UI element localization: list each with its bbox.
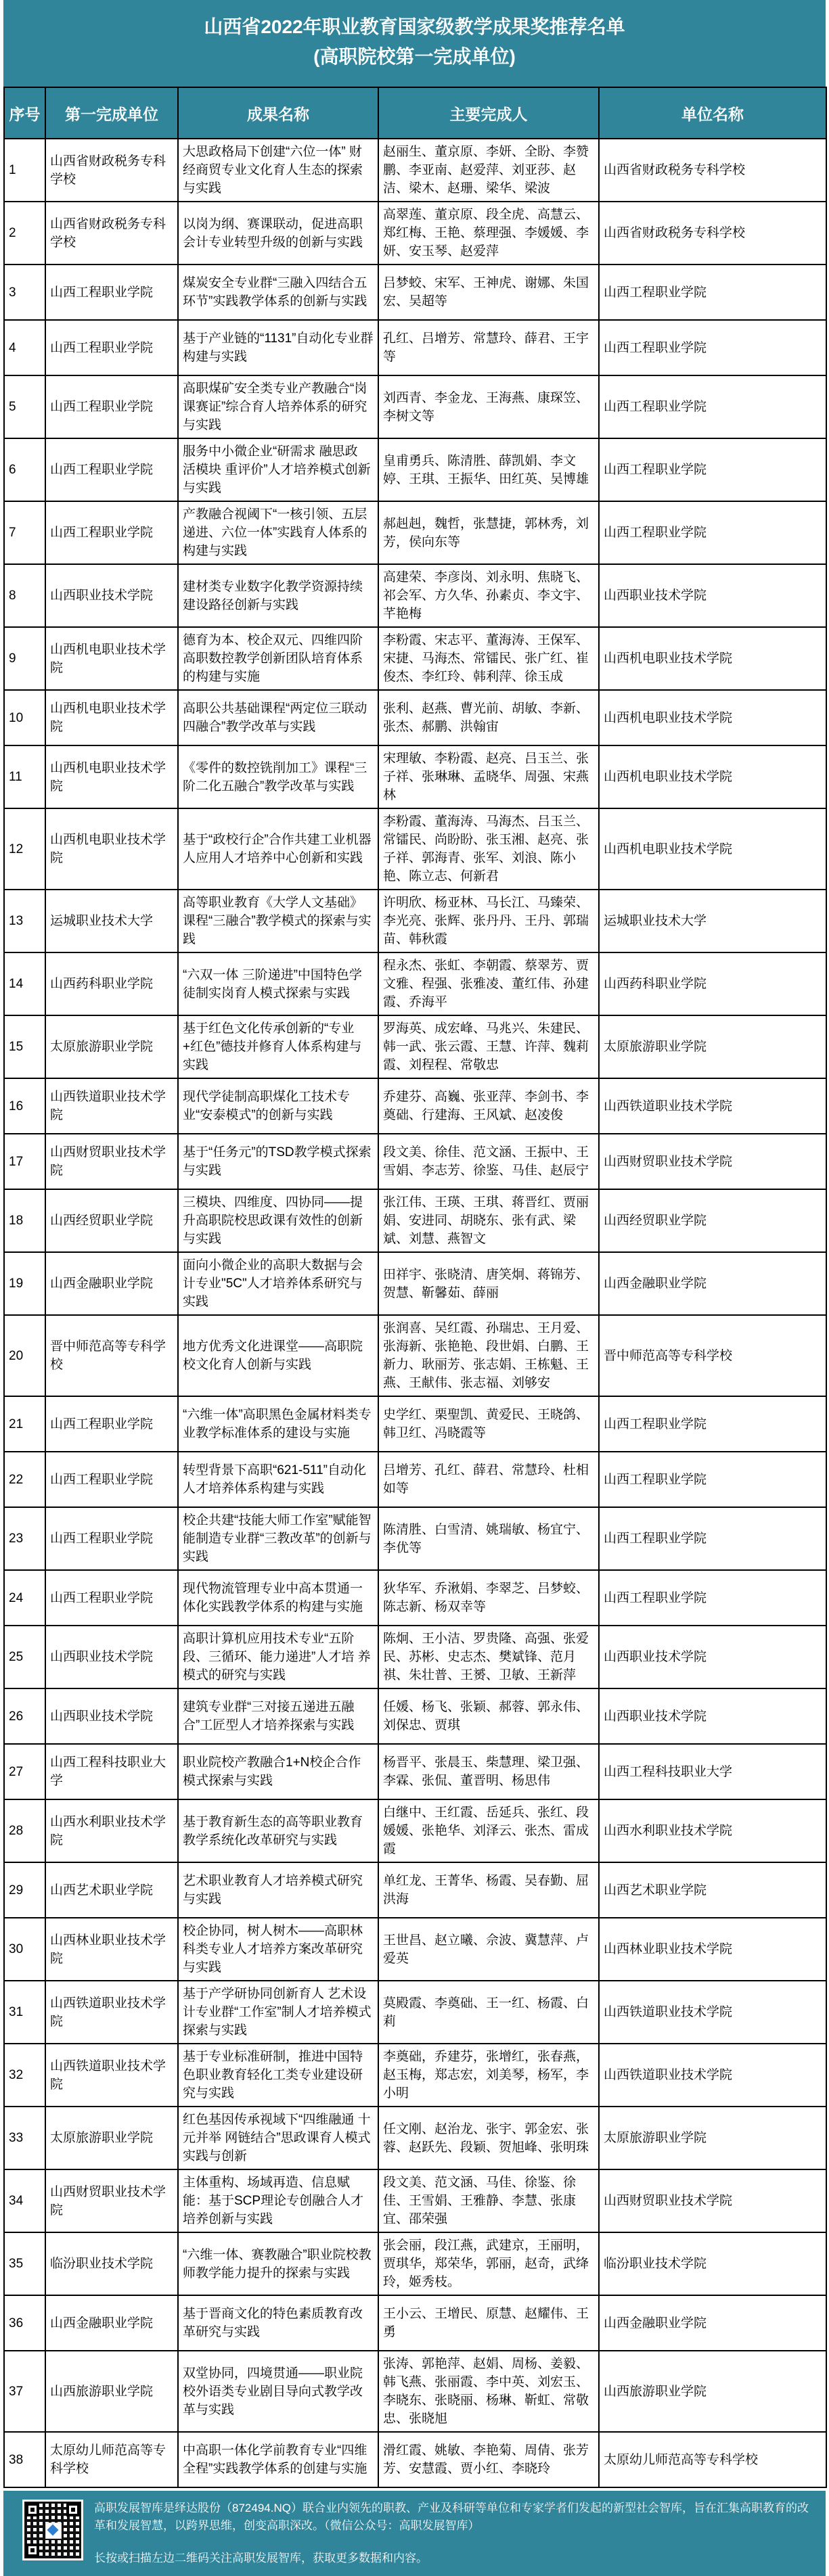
- cell-main-people: 狄华军、乔湫娟、李翠芝、吕梦蛟、陈志新、杨双幸等: [378, 1570, 599, 1626]
- cell-org-name: 山西金融职业学院: [599, 2295, 826, 2351]
- cell-main-people: 莫殿霞、李奠础、王一红、杨霞、白莉: [378, 1981, 599, 2044]
- table-row: [4, 375, 826, 438]
- header-main-people: 主要完成人: [378, 87, 599, 139]
- cell-first-unit: 山西工程职业学院: [45, 1570, 178, 1626]
- table-row: [4, 745, 826, 808]
- cell-index: 21: [4, 1396, 45, 1452]
- table-row: [4, 1688, 826, 1744]
- table-row: [4, 320, 826, 375]
- cell-main-people: 史学红、栗聖凯、黄爱民、王晓鸽、韩卫红、冯晓霞等: [378, 1396, 599, 1452]
- cell-main-people: 赵丽生、董京原、李妍、全盼、李赞鹏、李亚南、赵爱萍、刘亚莎、赵洁、梁木、赵珊、梁华、梁波: [378, 139, 599, 202]
- cell-main-people: 任文刚、赵治龙、张宇、郭金宏、张蓉、赵跃先、段颖、贺旭峰、张明珠: [378, 2107, 599, 2169]
- cell-result-name: 基于红色文化传承创新的“专业+红色”德技并修育人体系构建与实践: [178, 1015, 378, 1078]
- cell-result-name: 转型背景下高职“621-511”自动化人才培养体系构建与实践: [178, 1452, 378, 1507]
- table-row: [4, 1452, 826, 1507]
- cell-result-name: 高职煤矿安全类专业产教融合“岗课赛证”综合育人培养体系的研究与实践: [178, 375, 378, 438]
- cell-index: 22: [4, 1452, 45, 1507]
- cell-first-unit: 山西铁道职业技术学院: [45, 1981, 178, 2044]
- cell-result-name: 主体重构、场域再造、信息赋能：基于SCP理论专创融合人才培养创新与实践: [178, 2169, 378, 2232]
- cell-first-unit: 山西工程科技职业大学: [45, 1744, 178, 1799]
- cell-index: 10: [4, 690, 45, 745]
- cell-main-people: 高建荣、李彦岗、刘永明、焦晓飞、祁会军、方久华、孙素贞、李文宇、芊艳梅: [378, 564, 599, 627]
- cell-result-name: 建材类专业数字化教学资源持续建设路径创新与实践: [178, 564, 378, 627]
- table-row: [4, 202, 826, 264]
- cell-result-name: 高等职业教育《大学人文基础》课程“三融合”教学模式的探索与实践: [178, 890, 378, 952]
- cell-org-name: 太原旅游职业学院: [599, 2107, 826, 2169]
- cell-first-unit: 山西金融职业学院: [45, 1252, 178, 1315]
- header-index: 序号: [4, 87, 45, 139]
- table-row: [4, 1918, 826, 1981]
- cell-org-name: 山西财贸职业技术学院: [599, 2169, 826, 2232]
- cell-first-unit: 山西工程职业学院: [45, 1507, 178, 1570]
- table-row: [4, 1015, 826, 1078]
- cell-index: 4: [4, 320, 45, 375]
- cell-first-unit: 山西水利职业技术学院: [45, 1799, 178, 1862]
- page-title-line1: 山西省2022年职业教育国家级教学成果奖推荐名单: [204, 16, 625, 37]
- cell-index: 17: [4, 1134, 45, 1189]
- cell-index: 2: [4, 202, 45, 264]
- cell-org-name: 太原幼儿师范高等专科学校: [599, 2432, 826, 2487]
- qr-center-logo: [45, 2523, 62, 2539]
- cell-result-name: 基于产学研协同创新育人 艺术设计专业群“工作室”制人才培养模式探索与实践: [178, 1981, 378, 2044]
- table-row: [4, 1134, 826, 1189]
- cell-org-name: 山西铁道职业技术学院: [599, 1981, 826, 2044]
- cell-org-name: 山西省财政税务专科学校: [599, 202, 826, 264]
- cell-main-people: 许明欣、杨亚林、马长江、马臻荣、李光亮、张辉、张丹丹、王丹、郭瑞苗、韩秋霞: [378, 890, 599, 952]
- page-title-line2: (高职院校第一完成单位): [313, 46, 516, 67]
- cell-first-unit: 临汾职业技术学院: [45, 2232, 178, 2295]
- cell-first-unit: 山西经贸职业学院: [45, 1189, 178, 1252]
- table-row: [4, 2169, 826, 2232]
- cell-main-people: 杨晋平、张晨玉、柴慧理、梁卫强、李霖、张侃、董晋明、杨思伟: [378, 1744, 599, 1799]
- cell-result-name: “六双一体 三阶递进”中国特色学徒制实岗育人模式探索与实践: [178, 952, 378, 1015]
- footer-scan-hint: 长按或扫描左边二维码关注高职发展智库，获取更多数据和内容。: [94, 2552, 428, 2564]
- cell-org-name: 山西工程科技职业大学: [599, 1744, 826, 1799]
- table-header-row: [4, 87, 826, 139]
- cell-index: 28: [4, 1799, 45, 1862]
- table-row: [4, 627, 826, 690]
- cell-main-people: 张涛、郭艳萍、赵娟、周杨、姜毅、韩飞燕、张丽霞、李中英、刘宏玉、李晓东、张晓丽、杨琳、靳虹、常敬忠、张晓旭: [378, 2351, 599, 2432]
- cell-org-name: 山西旅游职业学院: [599, 2351, 826, 2432]
- cell-index: 11: [4, 745, 45, 808]
- cell-index: 30: [4, 1918, 45, 1981]
- cell-result-name: 基于晋商文化的特色素质教育改革研究与实践: [178, 2295, 378, 2351]
- report-title: [3, 0, 826, 87]
- cell-first-unit: 运城职业技术大学: [45, 890, 178, 952]
- cell-index: 5: [4, 375, 45, 438]
- cell-first-unit: 山西机电职业技术学院: [45, 808, 178, 890]
- cell-index: 31: [4, 1981, 45, 2044]
- cell-org-name: 山西工程职业学院: [599, 264, 826, 320]
- cell-main-people: 刘西青、李金龙、王海燕、康琛笠、李树文等: [378, 375, 599, 438]
- cell-index: 20: [4, 1315, 45, 1396]
- footer-text: [94, 2500, 817, 2567]
- cell-main-people: 罗海英、成宏峰、马兆兴、朱建民、韩一武、张云霞、王慧、许萍、魏莉霞、刘程程、常敬忠: [378, 1015, 599, 1078]
- header-result-name: 成果名称: [178, 87, 378, 139]
- cell-main-people: 皇甫勇兵、陈清胜、薛凯娟、李文婷、王琪、王振华、田红英、吴博雄: [378, 438, 599, 501]
- cell-index: 26: [4, 1688, 45, 1744]
- cell-index: 9: [4, 627, 45, 690]
- cell-org-name: 山西工程职业学院: [599, 501, 826, 564]
- cell-index: 25: [4, 1626, 45, 1688]
- cell-result-name: 煤炭安全专业群“三融入四结合五环节”实践教学体系的创新与实践: [178, 264, 378, 320]
- cell-main-people: 张润喜、吴红霞、孙瑞忠、王月爱、张海新、张艳艳、段世娟、白鹏、王新力、耿丽芳、张志娟、王栋魁、王燕、王献伟、张志福、刘够安: [378, 1315, 599, 1396]
- cell-result-name: “六维一体”高职黑色金属材料类专业教学标准体系的建设与实施: [178, 1396, 378, 1452]
- cell-org-name: 山西经贸职业学院: [599, 1189, 826, 1252]
- table-row: [4, 808, 826, 890]
- cell-result-name: 基于产业链的“1131”自动化专业群构建与实践: [178, 320, 378, 375]
- cell-result-name: 面向小微企业的高职大数据与会计专业"5C"人才培养体系研究与实践: [178, 1252, 378, 1315]
- cell-org-name: 山西工程职业学院: [599, 1570, 826, 1626]
- cell-org-name: 山西省财政税务专科学校: [599, 139, 826, 202]
- cell-index: 18: [4, 1189, 45, 1252]
- table-row: [4, 2295, 826, 2351]
- cell-index: 8: [4, 564, 45, 627]
- cell-first-unit: 山西机电职业技术学院: [45, 627, 178, 690]
- cell-result-name: 《零件的数控铣削加工》课程“三阶二化五融合”教学改革与实践: [178, 745, 378, 808]
- table-row: [4, 1189, 826, 1252]
- cell-index: 35: [4, 2232, 45, 2295]
- cell-main-people: 宋理敏、李粉霞、赵亮、吕玉兰、张子祥、张琳琳、孟晓华、周强、宋燕林: [378, 745, 599, 808]
- cell-result-name: 中高职一体化学前教育专业“四维全程”实践教学体系的创建与实施: [178, 2432, 378, 2487]
- cell-result-name: 高职公共基础课程“两定位三联动四融合”教学改革与实践: [178, 690, 378, 745]
- cell-first-unit: 山西财贸职业技术学院: [45, 1134, 178, 1189]
- cell-main-people: 白继中、王红霞、岳延兵、张红、段媛媛、张艳华、刘泽云、张杰、雷成霞: [378, 1799, 599, 1862]
- table-row: [4, 438, 826, 501]
- qr-position-marker: [26, 2503, 39, 2516]
- cell-result-name: 产教融合视阈下“一核引领、五层递进、六位一体”实践育人体系的构建与实践: [178, 501, 378, 564]
- cell-index: 23: [4, 1507, 45, 1570]
- table-row: [4, 2044, 826, 2107]
- cell-index: 36: [4, 2295, 45, 2351]
- cell-org-name: 山西工程职业学院: [599, 1396, 826, 1452]
- table-row: [4, 1862, 826, 1918]
- cell-first-unit: 太原旅游职业学院: [45, 1015, 178, 1078]
- cell-org-name: 山西金融职业学院: [599, 1252, 826, 1315]
- cell-org-name: 山西职业技术学院: [599, 1626, 826, 1688]
- cell-index: 19: [4, 1252, 45, 1315]
- cell-index: 29: [4, 1862, 45, 1918]
- footer-banner: [3, 2491, 826, 2576]
- cell-first-unit: 山西工程职业学院: [45, 438, 178, 501]
- table-row: [4, 2107, 826, 2169]
- cell-result-name: 大思政格局下创建“六位一体” 财经商贸专业文化育人生态的探索与实践: [178, 139, 378, 202]
- table-row: [4, 501, 826, 564]
- cell-result-name: 基于专业标准研制，推进中国特色职业教育轻化工类专业建设研究与实践: [178, 2044, 378, 2107]
- cell-first-unit: 山西工程职业学院: [45, 501, 178, 564]
- cell-index: 14: [4, 952, 45, 1015]
- cell-first-unit: 山西药科职业学院: [45, 952, 178, 1015]
- cell-main-people: 段文美、徐佳、范文涵、王振中、王雪娟、李志芳、徐鉴、马佳、赵辰宁: [378, 1134, 599, 1189]
- cell-org-name: 山西机电职业技术学院: [599, 690, 826, 745]
- cell-main-people: 任媛、杨飞、张颖、郝蓉、郭永伟、刘保忠、贾琪: [378, 1688, 599, 1744]
- cell-index: 7: [4, 501, 45, 564]
- cell-result-name: 双堂协同，四境贯通——职业院校外语类专业剧目导向式教学改革与实践: [178, 2351, 378, 2432]
- cell-first-unit: 山西金融职业学院: [45, 2295, 178, 2351]
- footer-about: 高职发展智库是绎达股份（872494.NQ）联合业内领先的职教、产业及科研等单位和专家学者们发起的新型社会智库，旨在汇集高职教育的改革和发展智慧，以跨界思维，创变高职深改。（微信公众号：高职发展智库）: [94, 2502, 809, 2532]
- cell-index: 12: [4, 808, 45, 890]
- table-row: [4, 1570, 826, 1626]
- table-row: [4, 2232, 826, 2295]
- cell-main-people: 段文美、范文涵、马佳、徐鉴、徐佳、王雪娟、王雅静、李慧、张康宜、邵荣强: [378, 2169, 599, 2232]
- cell-main-people: 孔红、吕增芳、常慧玲、薛君、王宇等: [378, 320, 599, 375]
- cell-main-people: 郝赳赳，魏哲，张慧捷，郭林秀，刘芳，侯向东等: [378, 501, 599, 564]
- table-row: [4, 1626, 826, 1688]
- table-row: [4, 2351, 826, 2432]
- cell-first-unit: 山西财贸职业技术学院: [45, 2169, 178, 2232]
- cell-result-name: 职业院校产教融合1+N校企合作模式探索与实践: [178, 1744, 378, 1799]
- cell-result-name: 基于“政校行企”合作共建工业机器人应用人才培养中心创新和实践: [178, 808, 378, 890]
- cell-org-name: 山西工程职业学院: [599, 1507, 826, 1570]
- cell-result-name: 现代学徒制高职煤化工技术专业“安泰模式”的创新与实践: [178, 1078, 378, 1134]
- awards-table: [3, 87, 827, 2488]
- table-row: [4, 564, 826, 627]
- cell-org-name: 山西工程职业学院: [599, 438, 826, 501]
- table-row: [4, 1981, 826, 2044]
- cell-org-name: 山西机电职业技术学院: [599, 808, 826, 890]
- cell-first-unit: 山西职业技术学院: [45, 1626, 178, 1688]
- cell-main-people: 王世昌、赵立曦、佘波、冀慧萍、卢爱英: [378, 1918, 599, 1981]
- table-row: [4, 1252, 826, 1315]
- cell-main-people: 高翠莲、董京原、段全虎、高慧云、郑红梅、王艳、蔡理强、李媛媛、李妍、安玉琴、赵爱萍: [378, 202, 599, 264]
- table-row: [4, 1396, 826, 1452]
- cell-org-name: 山西财贸职业技术学院: [599, 1134, 826, 1189]
- cell-org-name: 山西职业技术学院: [599, 1688, 826, 1744]
- cell-first-unit: 山西旅游职业学院: [45, 2351, 178, 2432]
- cell-index: 34: [4, 2169, 45, 2232]
- table-row: [4, 264, 826, 320]
- cell-main-people: 吕增芳、孔红、薛君、常慧玲、杜相如等: [378, 1452, 599, 1507]
- table-row: [4, 952, 826, 1015]
- cell-org-name: 山西机电职业技术学院: [599, 627, 826, 690]
- cell-index: 27: [4, 1744, 45, 1799]
- cell-first-unit: 山西工程职业学院: [45, 1396, 178, 1452]
- qr-position-marker: [66, 2503, 80, 2516]
- cell-org-name: 山西水利职业技术学院: [599, 1799, 826, 1862]
- cell-first-unit: 山西工程职业学院: [45, 375, 178, 438]
- cell-org-name: 山西工程职业学院: [599, 320, 826, 375]
- cell-first-unit: 山西职业技术学院: [45, 564, 178, 627]
- cell-first-unit: 山西工程职业学院: [45, 264, 178, 320]
- cell-main-people: 张会丽，段江燕，武建京，王丽明，贾琪华，郑荣华，郭丽，赵奇，武绛玲，姬秀枝。: [378, 2232, 599, 2295]
- cell-org-name: 山西工程职业学院: [599, 375, 826, 438]
- cell-org-name: 山西铁道职业技术学院: [599, 1078, 826, 1134]
- cell-result-name: 校企共建“技能大师工作室”赋能智能制造专业群“三教改革”的创新与实践: [178, 1507, 378, 1570]
- cell-first-unit: 山西艺术职业学院: [45, 1862, 178, 1918]
- cell-result-name: 德育为本、校企双元、四维四阶高职数控教学创新团队培育体系的构建与实施: [178, 627, 378, 690]
- cell-main-people: 张利、赵燕、曹光前、胡敏、李新、张杰、郝鹏、洪翰宙: [378, 690, 599, 745]
- cell-main-people: 单红龙、王菁华、杨霞、吴春勤、屈洪海: [378, 1862, 599, 1918]
- cell-main-people: 滑红霞、姚敏、李艳菊、周倩、张芳芳、安慧霞、贾小红、李晓玲: [378, 2432, 599, 2487]
- cell-index: 16: [4, 1078, 45, 1134]
- cell-main-people: 程永杰、张虹、李朝霞、蔡翠芳、贾文雅、程强、张雅凌、董红伟、孙建霞、乔海平: [378, 952, 599, 1015]
- cell-org-name: 山西药科职业学院: [599, 952, 826, 1015]
- cell-first-unit: 山西铁道职业技术学院: [45, 1078, 178, 1134]
- cell-main-people: 陈清胜、白雪清、姚瑞敏、杨宜宁、李优等: [378, 1507, 599, 1570]
- cell-result-name: 艺术职业教育人才培养模式研究与实践: [178, 1862, 378, 1918]
- cell-first-unit: 山西机电职业技术学院: [45, 690, 178, 745]
- table-row: [4, 890, 826, 952]
- cell-first-unit: 太原旅游职业学院: [45, 2107, 178, 2169]
- qr-code: [22, 2500, 83, 2560]
- cell-first-unit: 山西省财政税务专科学校: [45, 202, 178, 264]
- cell-main-people: 李粉霞、董海涛、马海杰、吕玉兰、常镭民、尚盼盼、张玉湘、赵亮、张子祥、郭海青、张军、刘浪、陈小艳、陈立志、何新君: [378, 808, 599, 890]
- cell-result-name: 基于“任务元”的TSD教学模式探索与实践: [178, 1134, 378, 1189]
- table-row: [4, 1507, 826, 1570]
- cell-result-name: 现代物流管理专业中高本贯通一体化实践教学体系的构建与实施: [178, 1570, 378, 1626]
- table-row: [4, 690, 826, 745]
- cell-org-name: 山西机电职业技术学院: [599, 745, 826, 808]
- cell-main-people: 田祥宇、张晓清、唐笑炯、蒋锦芳、贺慧、靳馨茹、薛丽: [378, 1252, 599, 1315]
- cell-result-name: 三模块、四维度、四协同——提升高职院校思政课有效性的创新与实践: [178, 1189, 378, 1252]
- cell-org-name: 山西艺术职业学院: [599, 1862, 826, 1918]
- cell-result-name: 以岗为纲、赛课联动，促进高职会计专业转型升级的创新与实践: [178, 202, 378, 264]
- cell-org-name: 运城职业技术大学: [599, 890, 826, 952]
- cell-index: 38: [4, 2432, 45, 2487]
- cell-index: 32: [4, 2044, 45, 2107]
- cell-first-unit: 山西省财政税务专科学校: [45, 139, 178, 202]
- cell-index: 1: [4, 139, 45, 202]
- table-row: [4, 2432, 826, 2487]
- cell-index: 6: [4, 438, 45, 501]
- cell-first-unit: 山西工程职业学院: [45, 320, 178, 375]
- cell-first-unit: 晋中师范高等专科学校: [45, 1315, 178, 1396]
- cell-result-name: 建筑专业群“三对接五递进五融合”工匠型人才培养探索与实践: [178, 1688, 378, 1744]
- table-row: [4, 1315, 826, 1396]
- cell-org-name: 太原旅游职业学院: [599, 1015, 826, 1078]
- cell-index: 24: [4, 1570, 45, 1626]
- cell-main-people: 李粉霞、宋志平、董海涛、王保军、宋捷、马海杰、常镭民、张广红、崔俊杰、李红玲、韩利萍、徐玉成: [378, 627, 599, 690]
- cell-index: 15: [4, 1015, 45, 1078]
- cell-result-name: 服务中小微企业“研需求 融思政 活模块 重评价”人才培养模式创新与实践: [178, 438, 378, 501]
- header-first-unit: 第一完成单位: [45, 87, 178, 139]
- cell-first-unit: 山西工程职业学院: [45, 1452, 178, 1507]
- cell-first-unit: 山西职业技术学院: [45, 1688, 178, 1744]
- cell-result-name: 校企协同，树人树木——高职林科类专业人才培养方案改革研究 与实践: [178, 1918, 378, 1981]
- cell-org-name: 晋中师范高等专科学校: [599, 1315, 826, 1396]
- cell-main-people: 吕梦蛟、宋军、王神虎、谢娜、朱国宏、吴超等: [378, 264, 599, 320]
- table-row: [4, 1078, 826, 1134]
- cell-index: 3: [4, 264, 45, 320]
- table-row: [4, 1799, 826, 1862]
- cell-org-name: 临汾职业技术学院: [599, 2232, 826, 2295]
- cell-result-name: 地方优秀文化进课堂——高职院校文化育人创新与实践: [178, 1315, 378, 1396]
- cell-org-name: 山西林业职业技术学院: [599, 1918, 826, 1981]
- cell-main-people: 张江伟、王瑛、王琪、蒋晋红、贾丽娟、安进同、胡晓东、张有武、梁斌、刘慧、燕智文: [378, 1189, 599, 1252]
- cell-main-people: 王小云、王增民、原慧、赵耀伟、王勇: [378, 2295, 599, 2351]
- cell-index: 13: [4, 890, 45, 952]
- qr-position-marker: [26, 2544, 39, 2557]
- cell-main-people: 陈炯、王小洁、罗贵隆、高强、张爱民、苏彬、史志杰、樊斌锋、范月祺、朱壮普、王赟、卫敏、王新萍: [378, 1626, 599, 1688]
- cell-org-name: 山西工程职业学院: [599, 1452, 826, 1507]
- cell-index: 33: [4, 2107, 45, 2169]
- cell-result-name: 基于教育新生态的高等职业教育教学系统化改革研究与实践: [178, 1799, 378, 1862]
- cell-first-unit: 山西铁道职业技术学院: [45, 2044, 178, 2107]
- table-row: [4, 139, 826, 202]
- header-org-name: 单位名称: [599, 87, 826, 139]
- cell-result-name: “六维一体、赛教融合”职业院校教师教学能力提升的探索与实践: [178, 2232, 378, 2295]
- cell-org-name: 山西职业技术学院: [599, 564, 826, 627]
- cell-org-name: 山西铁道职业技术学院: [599, 2044, 826, 2107]
- cell-index: 37: [4, 2351, 45, 2432]
- cell-first-unit: 山西机电职业技术学院: [45, 745, 178, 808]
- cell-main-people: 李奠础，乔建芬，张增红，张春燕，赵玉梅，郑志宏，刘美琴，杨军，李小明: [378, 2044, 599, 2107]
- table-row: [4, 1744, 826, 1799]
- cell-first-unit: 太原幼儿师范高等专科学校: [45, 2432, 178, 2487]
- cell-result-name: 红色基因传承视域下“四维融通 十元并举 网链结合”思政课育人模式实践与创新: [178, 2107, 378, 2169]
- cell-result-name: 高职计算机应用技术专业“五阶段、三循环、能力递进”人才培 养模式的研究与实践: [178, 1626, 378, 1688]
- cell-main-people: 乔建芬、高巍、张亚萍、李剑书、李奠础、行建海、王风斌、赵凌俊: [378, 1078, 599, 1134]
- cell-first-unit: 山西林业职业技术学院: [45, 1918, 178, 1981]
